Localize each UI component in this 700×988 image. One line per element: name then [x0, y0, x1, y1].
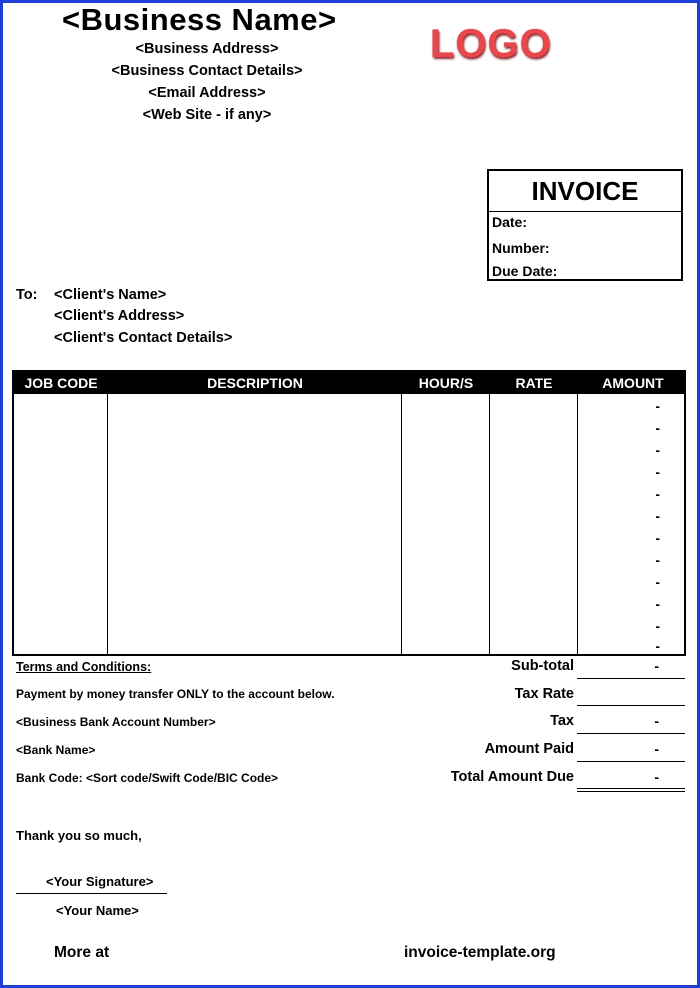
tax-rate-label: Tax Rate	[514, 686, 574, 702]
payment-terms	[16, 687, 335, 701]
signature-line	[16, 893, 167, 894]
amount-cell: -	[655, 638, 660, 654]
column-divider	[489, 394, 490, 654]
signature-placeholder: <Your Signature>	[46, 874, 154, 889]
summary-rule	[577, 678, 685, 679]
total-due-value: -	[654, 769, 659, 785]
amount-cell: -	[655, 618, 660, 634]
business-contact: <Business Contact Details>	[111, 63, 303, 79]
payment-terms-suffix: to the account below.	[208, 687, 335, 701]
subtotal-value: -	[654, 658, 659, 674]
header-hours: HOUR/S	[418, 375, 474, 391]
tax-value: -	[654, 713, 659, 729]
total-double-rule-top	[577, 788, 685, 789]
amount-cell: -	[655, 574, 660, 590]
summary-rule	[577, 733, 685, 734]
payment-terms-emphasis: ONLY	[176, 687, 209, 701]
client-name: <Client's Name>	[54, 287, 167, 303]
client-address: <Client's Address>	[54, 308, 185, 324]
business-name: <Business Name>	[62, 2, 337, 37]
thank-you-note: Thank you so much,	[16, 828, 142, 843]
amount-cell: -	[655, 552, 660, 568]
amount-cell: -	[655, 398, 660, 414]
subtotal-label: Sub-total	[511, 658, 574, 674]
amount-cell: -	[655, 442, 660, 458]
summary-rule	[577, 705, 685, 706]
amount-cell: -	[655, 596, 660, 612]
summary-rule	[577, 761, 685, 762]
amount-cell: -	[655, 486, 660, 502]
invoice-due-date-label: Due Date:	[492, 263, 558, 279]
amount-paid-label: Amount Paid	[484, 741, 574, 757]
amount-cell: -	[655, 420, 660, 436]
business-address: <Business Address>	[135, 41, 279, 57]
invoice-number-label: Number:	[492, 240, 550, 256]
invoice-info-box	[487, 169, 683, 281]
total-double-rule-bottom	[577, 791, 685, 792]
column-divider	[401, 394, 402, 654]
items-table	[12, 370, 686, 656]
footer-website: invoice-template.org	[404, 944, 556, 961]
payment-terms-prefix: Payment by money transfer	[16, 687, 177, 701]
bank-account: <Business Bank Account Number>	[16, 715, 216, 729]
column-divider	[107, 394, 108, 654]
invoice-title: INVOICE	[489, 171, 681, 212]
column-divider	[577, 394, 578, 654]
invoice-date-label: Date:	[492, 214, 528, 230]
to-label: To:	[16, 287, 38, 303]
header-rate: RATE	[515, 375, 553, 391]
amount-cell: -	[655, 508, 660, 524]
header-amount: AMOUNT	[602, 375, 664, 391]
bank-code: Bank Code: <Sort code/Swift Code/BIC Code>	[16, 771, 279, 785]
more-at-label: More at	[54, 944, 110, 961]
header-job-code: JOB CODE	[24, 375, 98, 391]
amount-cell: -	[655, 464, 660, 480]
total-due-label: Total Amount Due	[450, 769, 574, 785]
business-email: <Email Address>	[148, 85, 266, 101]
terms-title: Terms and Conditions:	[16, 660, 152, 674]
amount-paid-value: -	[654, 741, 659, 757]
amount-cell: -	[655, 530, 660, 546]
logo: LOGO	[430, 22, 552, 66]
your-name: <Your Name>	[56, 903, 139, 918]
header-description: DESCRIPTION	[207, 375, 303, 391]
tax-label: Tax	[550, 713, 574, 729]
client-contact: <Client's Contact Details>	[54, 330, 233, 346]
bank-name: <Bank Name>	[16, 743, 96, 757]
business-website: <Web Site - if any>	[142, 107, 272, 123]
table-header	[14, 372, 684, 394]
